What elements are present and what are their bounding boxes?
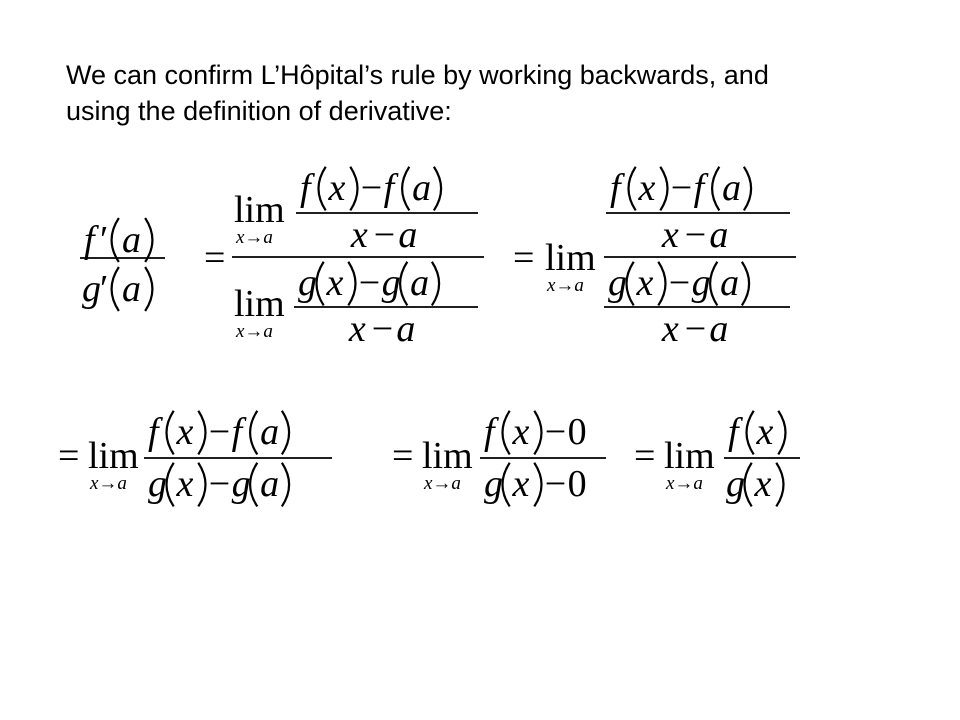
equals-sign: = — [634, 435, 656, 477]
equals-sign: = — [204, 237, 226, 279]
math-minus: − — [544, 463, 567, 505]
math-a-arg: a — [720, 262, 740, 304]
lim-subscript: x→a — [236, 226, 273, 248]
math-f-letter: f — [383, 167, 395, 209]
open-paren — [746, 411, 753, 455]
open-paren — [112, 218, 119, 262]
open-paren — [710, 262, 717, 306]
math-x-arg: x — [176, 411, 194, 453]
open-paren — [744, 463, 751, 507]
math-minus: − — [208, 463, 231, 505]
math-minus: − — [208, 411, 231, 453]
lim-operator: lim — [88, 435, 139, 477]
math-g-letter: g — [484, 463, 503, 505]
math-g-letter: g — [381, 262, 401, 304]
open-paren — [502, 463, 509, 507]
open-paren — [318, 167, 325, 211]
open-paren — [502, 411, 509, 455]
open-paren — [250, 411, 257, 455]
limit-expression-3 — [634, 411, 800, 507]
ratio-of-limits — [204, 167, 484, 350]
math-minus: − — [360, 167, 383, 209]
math-g-letter: g — [608, 262, 627, 304]
close-paren — [350, 167, 357, 211]
math-g-letter: g — [726, 463, 745, 505]
math-prime: ′ — [100, 268, 109, 310]
math-a: a — [709, 308, 729, 350]
math-x-arg: x — [512, 463, 530, 505]
math-a-arg: a — [122, 268, 141, 310]
math-minus: − — [684, 308, 707, 350]
math-x-arg: x — [754, 463, 772, 505]
close-paren — [660, 167, 667, 211]
equals-sign: = — [58, 435, 80, 477]
lim-operator: lim — [234, 189, 285, 231]
close-paren — [534, 463, 541, 507]
close-paren — [434, 167, 441, 211]
close-paren — [432, 262, 439, 306]
math-minus: − — [684, 214, 707, 256]
math-x-arg: x — [638, 167, 656, 209]
close-paren — [282, 411, 289, 455]
open-paren — [400, 262, 407, 306]
lim-subscript: x→a — [90, 472, 127, 494]
math-x: x — [348, 308, 366, 350]
math-a-arg: a — [412, 167, 432, 209]
open-paren — [316, 262, 323, 306]
math-prime: ′ — [100, 219, 109, 261]
equals-sign: = — [513, 237, 535, 279]
math-x-arg: x — [636, 262, 654, 304]
math-g-letter: g — [82, 268, 101, 310]
math-f-letter: f — [148, 411, 159, 453]
lim-subscript: x→a — [666, 472, 703, 494]
close-paren — [282, 463, 289, 507]
math-minus: − — [371, 308, 394, 350]
math-minus: − — [373, 214, 396, 256]
open-paren — [628, 167, 635, 211]
math-x: x — [661, 214, 679, 256]
math-a: a — [396, 308, 416, 350]
math-a-arg: a — [260, 463, 280, 505]
x-minus-a — [348, 308, 416, 350]
math-g-letter: g — [691, 262, 711, 304]
open-paren — [626, 262, 633, 306]
math-a-arg: a — [122, 219, 141, 261]
math-x-arg: x — [328, 167, 346, 209]
lim-operator: lim — [234, 283, 285, 325]
math-g-letter: g — [148, 463, 167, 505]
math-minus: − — [544, 411, 567, 453]
math-f-letter: f — [484, 411, 495, 453]
close-paren — [145, 218, 152, 262]
math-x: x — [661, 308, 679, 350]
open-paren — [166, 463, 173, 507]
math-f-letter: f — [84, 219, 95, 261]
open-paren — [712, 167, 719, 211]
math-f-letter: f — [610, 167, 621, 209]
close-paren — [198, 411, 205, 455]
equals-sign: = — [392, 435, 414, 477]
x-minus-a — [661, 214, 729, 256]
close-paren — [145, 267, 152, 311]
open-paren — [112, 267, 119, 311]
limit-expression-1 — [58, 411, 332, 507]
close-paren — [658, 262, 665, 306]
lim-subscript: x→a — [547, 274, 584, 296]
math-x-arg: x — [756, 411, 774, 453]
equation-row-2 — [58, 411, 800, 507]
lim-subscript: x→a — [236, 320, 273, 342]
math-x-arg: x — [176, 463, 194, 505]
lim-operator: lim — [545, 237, 596, 279]
math-minus: − — [668, 262, 691, 304]
close-paren — [744, 167, 751, 211]
math-a: a — [709, 214, 729, 256]
close-paren — [776, 463, 783, 507]
math-zero: 0 — [567, 463, 587, 505]
x-minus-a — [350, 214, 418, 256]
x-minus-a — [661, 308, 729, 350]
lim-operator: lim — [422, 435, 473, 477]
math-zero: 0 — [567, 411, 587, 453]
math-x-arg: x — [326, 262, 344, 304]
open-paren — [166, 411, 173, 455]
intro-line-1: We can confirm L’Hôpital’s rule by working backwards, and — [66, 60, 769, 90]
math-a-arg: a — [260, 411, 280, 453]
math-x-arg: x — [512, 411, 530, 453]
math-a: a — [398, 214, 418, 256]
close-paren — [742, 262, 749, 306]
open-paren — [402, 167, 409, 211]
math-f-letter: f — [300, 167, 311, 209]
close-paren — [348, 262, 355, 306]
close-paren — [778, 411, 785, 455]
open-paren — [250, 463, 257, 507]
limit-expression-2 — [392, 411, 606, 507]
math-f-letter: f — [231, 411, 243, 453]
lim-operator: lim — [664, 435, 715, 477]
math-f-letter: f — [693, 167, 705, 209]
equation-row-1 — [80, 167, 796, 350]
math-minus: − — [670, 167, 693, 209]
math-g-letter: g — [231, 463, 251, 505]
math-x: x — [350, 214, 368, 256]
intro-line-2: using the definition of derivative: — [66, 96, 452, 126]
math-a-arg: a — [722, 167, 742, 209]
math-g-letter: g — [298, 262, 317, 304]
math-a-arg: a — [410, 262, 430, 304]
lim-subscript: x→a — [424, 472, 461, 494]
derivative-ratio — [80, 218, 165, 311]
close-paren — [198, 463, 205, 507]
close-paren — [534, 411, 541, 455]
math-minus: − — [358, 262, 381, 304]
limit-of-ratio — [513, 167, 796, 350]
math-f-letter: f — [728, 411, 739, 453]
